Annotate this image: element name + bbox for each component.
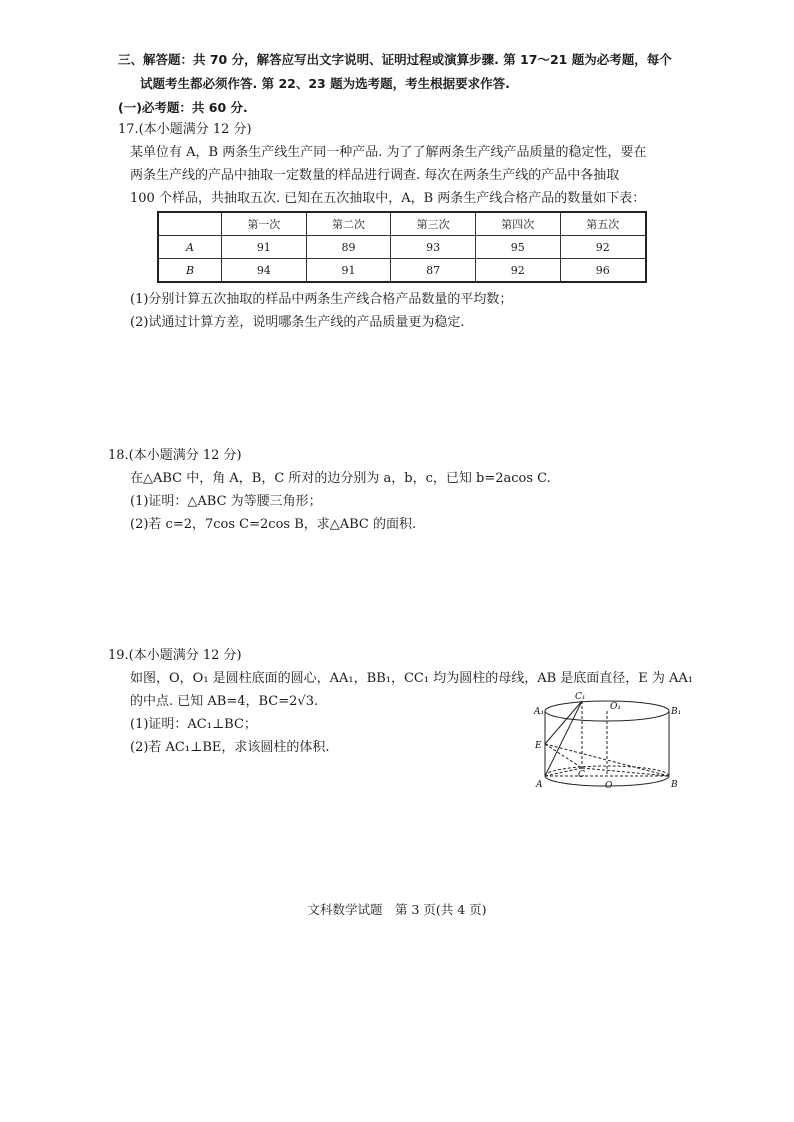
table-row-label: B bbox=[158, 259, 222, 283]
q19-text-line2: 的中点. 已知 AB=4，BC=2√3. bbox=[130, 694, 319, 709]
table-cell: 95 bbox=[475, 236, 560, 259]
table-header-cell: 第三次 bbox=[391, 212, 476, 236]
label-o1: O₁ bbox=[610, 702, 621, 712]
table-header-cell bbox=[158, 212, 222, 236]
table-cell: 93 bbox=[391, 236, 476, 259]
q18-text-line1: 在△ABC 中，角 A，B，C 所对的边分别为 a，b，c，已知 b=2acos C. bbox=[130, 471, 551, 486]
table-header-cell: 第四次 bbox=[475, 212, 560, 236]
q19-text-line1: 如图，O，O₁ 是圆柱底面的圆心，AA₁，BB₁，CC₁ 均为圆柱的母线，AB 是底面直径，E 为 AA₁ bbox=[130, 671, 694, 686]
table-cell: 89 bbox=[306, 236, 391, 259]
required-label: (一)必考题：共 60 分. bbox=[118, 100, 248, 115]
table-cell: 96 bbox=[560, 259, 646, 283]
q18-part2: (2)若 c=2，7cos C=2cos B，求△ABC 的面积. bbox=[130, 517, 417, 532]
q17-part2: (2)试通过计算方差，说明哪条生产线的产品质量更为稳定. bbox=[130, 315, 465, 330]
table-cell: 94 bbox=[222, 259, 307, 283]
q17-text-line2: 两条生产线的产品中抽取一定数量的样品进行调查. 每次在两条生产线的产品中各抽取 bbox=[130, 168, 620, 183]
label-c1: C₁ bbox=[575, 692, 586, 702]
label-a1: A₁ bbox=[534, 707, 545, 717]
label-o: O bbox=[605, 781, 613, 791]
q19-title: 19.(本小题满分 12 分) bbox=[108, 648, 242, 663]
q17-data-table bbox=[157, 211, 647, 283]
table-cell: 91 bbox=[306, 259, 391, 283]
q19-part1: (1)证明：AC₁⊥BC； bbox=[130, 717, 257, 732]
section-header-line2: 试题考生都必须作答. 第 22、23 题为选考题，考生根据要求作答. bbox=[140, 76, 510, 91]
page-footer: 文科数学试题 第 3 页(共 4 页) bbox=[307, 902, 487, 917]
q18-title: 18.(本小题满分 12 分) bbox=[108, 448, 242, 463]
table-cell: 91 bbox=[222, 236, 307, 259]
q17-text-line3: 100 个样品，共抽取五次. 已知在五次抽取中，A，B 两条生产线合格产品的数量如下表： bbox=[130, 191, 646, 206]
q17-part1: (1)分别计算五次抽取的样品中两条生产线合格产品数量的平均数； bbox=[130, 292, 513, 307]
label-a: A bbox=[536, 780, 543, 790]
cylinder-figure bbox=[532, 690, 682, 796]
q17-title: 17.(本小题满分 12 分) bbox=[118, 122, 252, 137]
label-b: B bbox=[671, 780, 678, 790]
table-header-row bbox=[158, 212, 646, 236]
section-header-line1: 三、解答题：共 70 分，解答应写出文字说明、证明过程或演算步骤. 第 17～21 题为必考题，每个 bbox=[118, 52, 672, 67]
segment-bc bbox=[582, 768, 669, 776]
label-c: C bbox=[578, 770, 585, 780]
table-row bbox=[158, 259, 646, 283]
table-header-cell: 第二次 bbox=[306, 212, 391, 236]
label-b1: B₁ bbox=[671, 707, 682, 717]
table-cell: 87 bbox=[391, 259, 476, 283]
q19-part2: (2)若 AC₁⊥BE，求该圆柱的体积. bbox=[130, 740, 330, 755]
label-e: E bbox=[535, 741, 542, 751]
table-header-cell: 第一次 bbox=[222, 212, 307, 236]
q18-part1: (1)证明：△ABC 为等腰三角形； bbox=[130, 494, 322, 509]
table-header-cell: 第五次 bbox=[560, 212, 646, 236]
table-cell: 92 bbox=[475, 259, 560, 283]
q17-text-line1: 某单位有 A，B 两条生产线生产同一种产品. 为了了解两条生产线产品质量的稳定性，要在 bbox=[130, 145, 647, 160]
table-cell: 92 bbox=[560, 236, 646, 259]
table-row bbox=[158, 236, 646, 259]
table-row-label: A bbox=[158, 236, 222, 259]
